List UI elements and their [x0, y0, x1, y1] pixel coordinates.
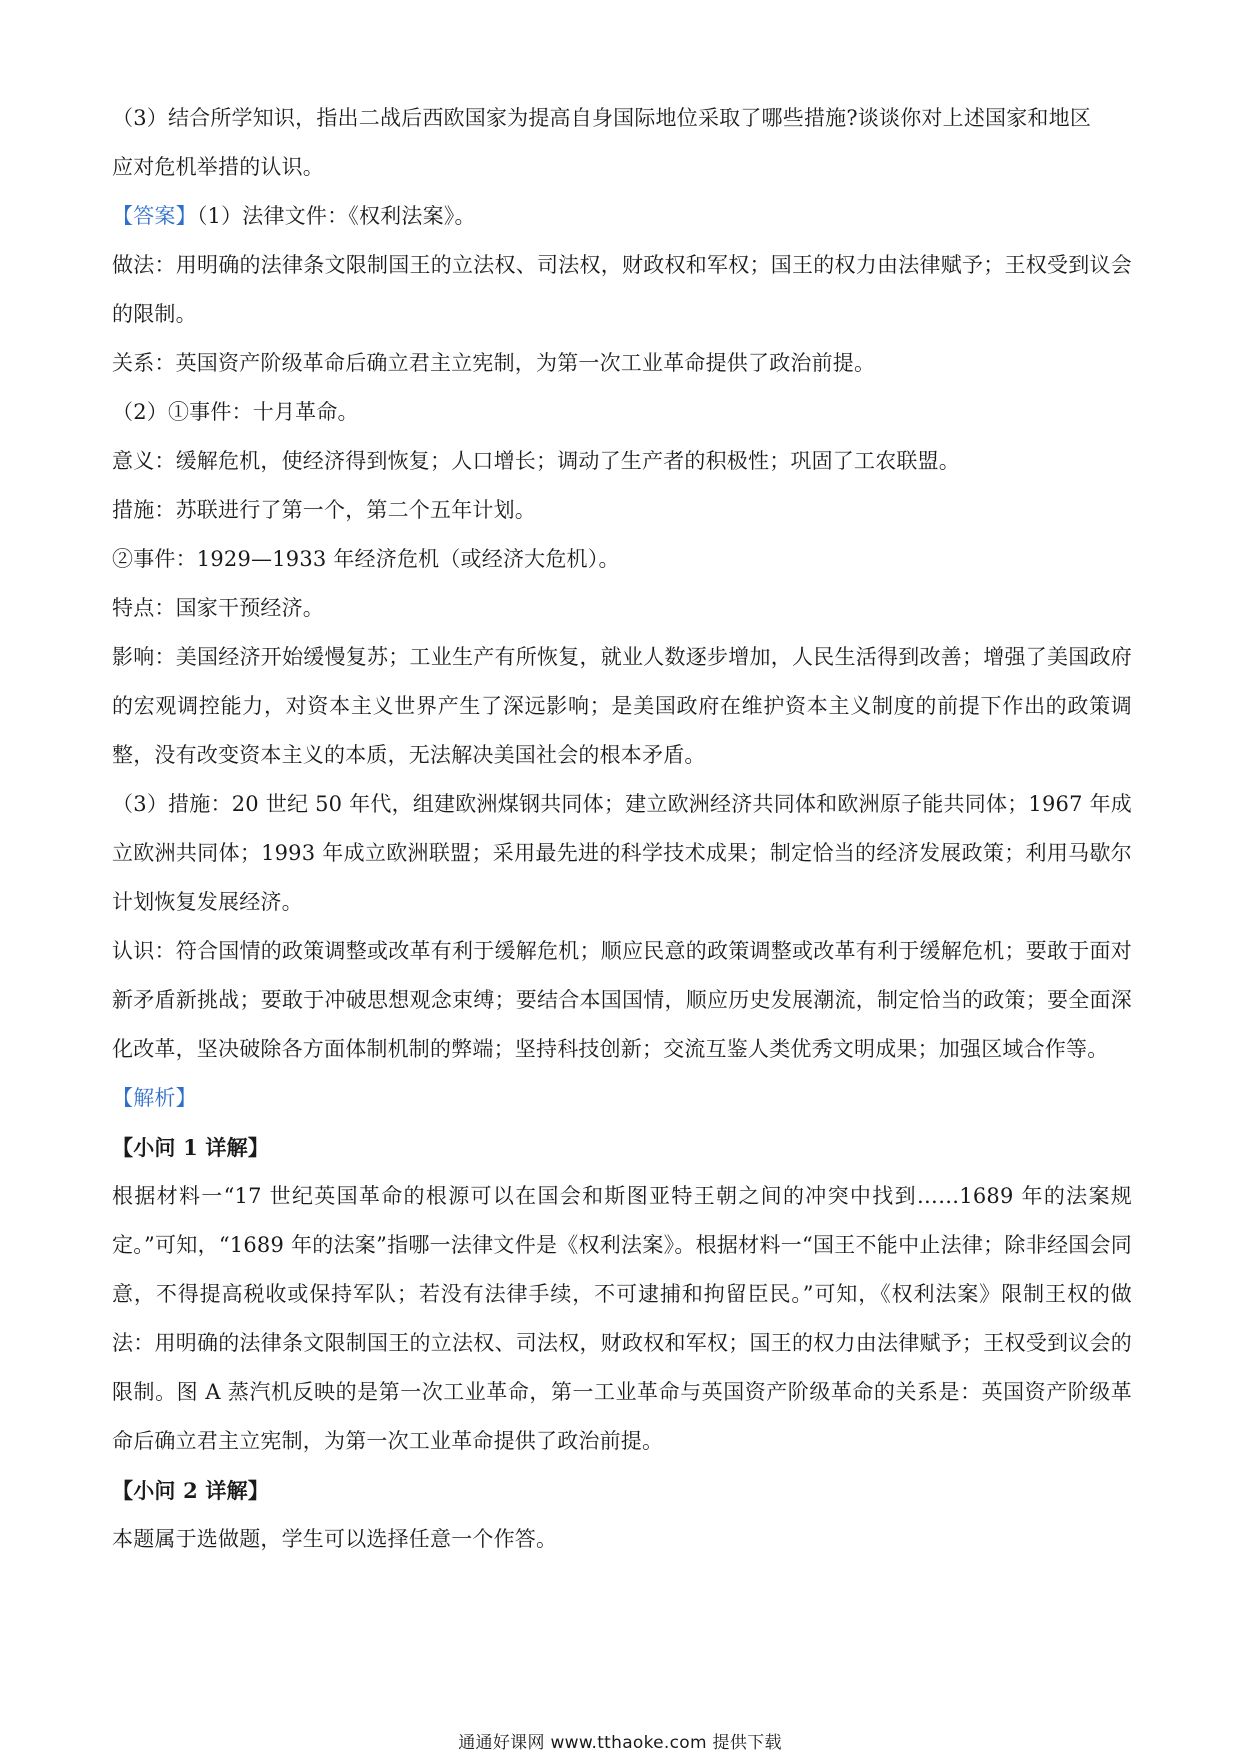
document-body: [112, 94, 1132, 1564]
answer-2-feature: 特点：国家干预经济。: [112, 596, 324, 620]
answer-2-meaning: 意义：缓解危机，使经济得到恢复；人口增长；调动了生产者的积极性；巩固了工农联盟。: [112, 449, 960, 473]
question-3-line-2: 应对危机举措的认识。: [112, 155, 324, 179]
answer-1-method: 做法：用明确的法律条文限制国王的立法权、司法权，财政权和军权；国王的权力由法律赋予；王权受到议会的限制。: [112, 253, 1132, 326]
answer-2-event-1: （2）①事件：十月革命。: [112, 400, 359, 424]
answer-3-measure: （3）措施：20 世纪 50 年代，组建欧洲煤钢共同体；建立欧洲经济共同体和欧洲原子能共同体；1967 年成立欧洲共同体；1993 年成立欧洲联盟；采用最先进的科学技术成果；制定恰当的经济发展政策；利用马歇尔计划恢复发展经济。: [112, 792, 1132, 914]
answer-2-measure: 措施：苏联进行了第一个，第二个五年计划。: [112, 498, 536, 522]
page-footer: 通通好课网 www.tthaoke.com 提供下载: [458, 1733, 782, 1753]
question-3-line-1: （3）结合所学知识，指出二战后西欧国家为提高自身国际地位采取了哪些措施?谈谈你对上述国家和地区: [112, 106, 1092, 130]
answer-1-relation: 关系：英国资产阶级革命后确立君主立宪制，为第一次工业革命提供了政治前提。: [112, 351, 876, 375]
answer-1-law: [112, 192, 1132, 241]
answer-2-impact: 影响：美国经济开始缓慢复苏；工业生产有所恢复，就业人数逐步增加，人民生活得到改善；增强了美国政府的宏观调控能力，对资本主义世界产生了深远影响；是美国政府在维护资本主义制度的前提下作出的政策调整，没有改变资本主义的本质，无法解决美国社会的根本矛盾。: [112, 645, 1132, 767]
analysis-q1-text: 根据材料一“17 世纪英国革命的根源可以在国会和斯图亚特王朝之间的冲突中找到……1689 年的法案规定。”可知，“1689 年的法案”指哪一法律文件是《权利法案》。根据材料一“国王不能中止法律；除非经国会同意，不得提高税收或保持军队；若没有法律手续，不可逮捕和拘留臣民。”可知，《权利法案》限制王权的做法：用明确的法律条文限制国王的立法权、司法权，财政权和军权；国王的权力由法律赋予；王权受到议会的限制。图 A 蒸汽机反映的是第一次工业革命，第一工业革命与英国资产阶级革命的关系是：英国资产阶级革命后确立君主立宪制，为第一次工业革命提供了政治前提。: [112, 1184, 1132, 1453]
analysis-q2-text: 本题属于选做题，学生可以选择任意一个作答。: [112, 1527, 558, 1551]
answer-2-event-2: ②事件：1929—1933 年经济危机（或经济大危机）。: [112, 547, 620, 571]
analysis-q2-heading: 【小问 2 详解】: [112, 1478, 270, 1503]
answer-tag: 【答案】: [112, 204, 197, 228]
analysis-q1-heading: 【小问 1 详解】: [112, 1135, 270, 1160]
analysis-tag: 【解析】: [112, 1086, 197, 1110]
answer-1-law-text: （1）法律文件：《权利法案》。: [196, 204, 476, 228]
answer-3-view: 认识：符合国情的政策调整或改革有利于缓解危机；顺应民意的政策调整或改革有利于缓解危机；要敢于面对新矛盾新挑战；要敢于冲破思想观念束缚；要结合本国国情，顺应历史发展潮流，制定恰当的政策；要全面深化改革，坚决破除各方面体制机制的弊端；坚持科技创新；交流互鉴人类优秀文明成果；加强区域合作等。: [112, 939, 1132, 1061]
